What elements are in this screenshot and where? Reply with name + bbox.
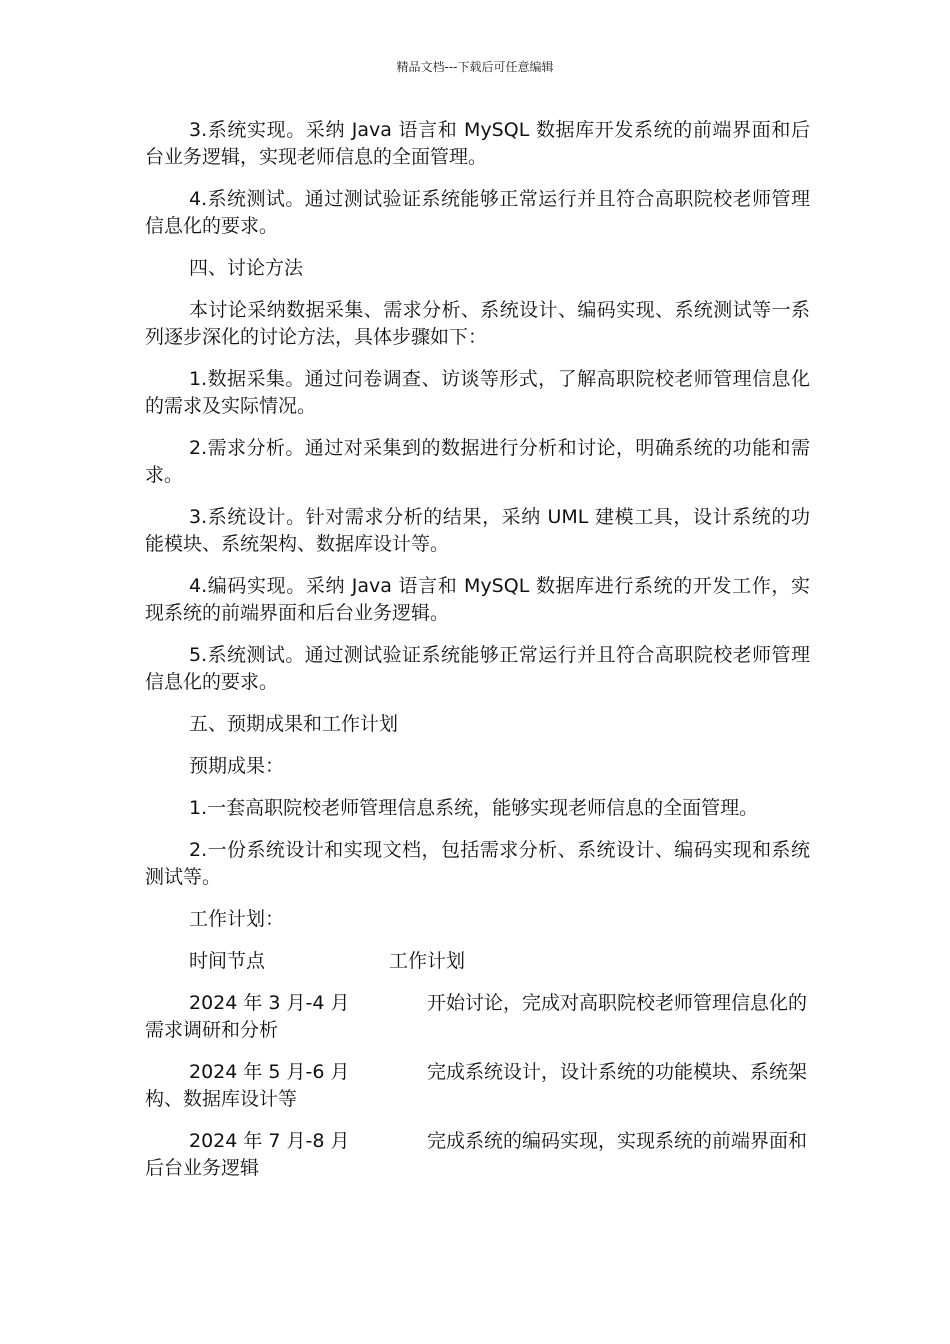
paragraph-system-testing: 4.系统测试。通过测试验证系统能够正常运行并且符合高职院校老师管理信息化的要求。 [145, 188, 810, 237]
schedule-row-time: 2024 年 3 月-4 月 [189, 992, 350, 1014]
schedule-row-plan: 完成系统设计，设计系统的功能模块、系统架构、数据库设计等 [145, 1061, 808, 1110]
paragraph-step-requirements: 2.需求分析。通过对采集到的数据进行分析和讨论，明确系统的功能和需求。 [145, 437, 810, 486]
paragraph-step-data-collection: 1.数据采集。通过问卷调查、访谈等形式，了解高职院校老师管理信息化的需求及实际情况。 [145, 368, 810, 417]
paragraph-method-intro: 本讨论采纳数据采集、需求分析、系统设计、编码实现、系统测试等一系列逐步深化的讨论方法，具体步骤如下： [145, 299, 810, 348]
schedule-row [145, 1128, 810, 1182]
schedule-row-time: 2024 年 7 月-8 月 [189, 1130, 350, 1152]
paragraph-step-testing: 5.系统测试。通过测试验证系统能够正常运行并且符合高职院校老师管理信息化的要求。 [145, 644, 810, 693]
schedule-row-time: 2024 年 5 月-6 月 [189, 1061, 350, 1083]
paragraph-outcome-1: 1.一套高职院校老师管理信息系统，能够实现老师信息的全面管理。 [189, 797, 759, 819]
label-work-plan: 工作计划： [189, 908, 285, 930]
label-expected-outcomes: 预期成果： [189, 755, 285, 777]
schedule-row-plan: 完成系统的编码实现，实现系统的前端界面和后台业务逻辑 [145, 1130, 808, 1179]
paragraph-outcome-2: 2.一份系统设计和实现文档，包括需求分析、系统设计、编码实现和系统测试等。 [145, 839, 810, 888]
schedule-header-row [145, 948, 810, 975]
schedule-row-plan: 开始讨论，完成对高职院校老师管理信息化的需求调研和分析 [145, 992, 808, 1041]
document-body [145, 117, 810, 1197]
schedule-row [145, 1059, 810, 1113]
schedule-row [145, 990, 810, 1044]
schedule-header-time: 时间节点 [189, 950, 266, 972]
paragraph-step-coding: 4.编码实现。采纳 Java 语言和 MySQL 数据库进行系统的开发工作，实现系统的前端界面和后台业务逻辑。 [145, 575, 810, 624]
paragraph-system-implementation: 3.系统实现。采纳 Java 语言和 MySQL 数据库开发系统的前端界面和后台业务逻辑，实现老师信息的全面管理。 [145, 119, 810, 168]
paragraph-step-design: 3.系统设计。针对需求分析的结果，采纳 UML 建模工具，设计系统的功能模块、系统架构、数据库设计等。 [145, 506, 810, 555]
section-heading-outcomes-plan: 五、预期成果和工作计划 [189, 713, 399, 735]
page-header: 精品文档---下载后可任意编辑 [396, 60, 554, 74]
section-heading-research-method: 四、讨论方法 [189, 257, 304, 279]
schedule-header-plan: 工作计划 [389, 950, 466, 972]
